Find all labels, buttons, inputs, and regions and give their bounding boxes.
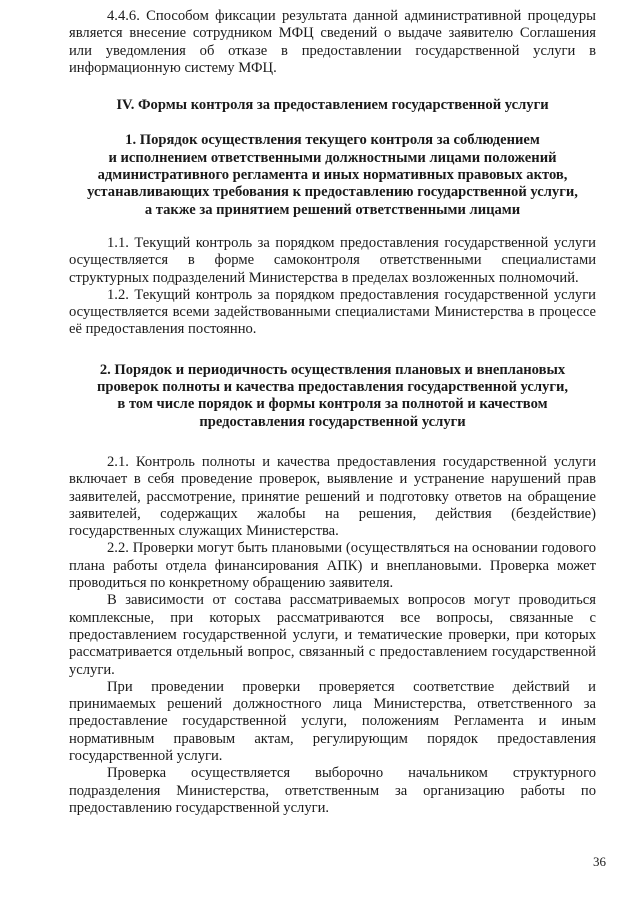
paragraph-check-types: В зависимости от состава рассматриваемых вопросов могут проводиться комплексные, при которых рассматриваются все вопросы, связанные с предоставлением государственной услуги, и тематические проверки, при которых рассматривается отдельный вопрос, связанный с предоставлением государственной услуги. [69, 592, 596, 678]
subsection-1-heading-line: административного регламента и иных нормативных правовых актов, [97, 167, 568, 184]
page-number: 36 [593, 854, 606, 869]
intro-paragraph: 4.4.6. Способом фиксации результата данной административной процедуры является внесение сотрудником МФЦ сведений о выдаче заявителю Соглашения или уведомления об отказе в предоставлении государственной услуги в информационную систему МФЦ. [69, 8, 596, 76]
paragraph-check-scope: При проведении проверки проверяется соответствие действий и принимаемых решений должностного лица Министерства, ответственного за предоставление государственной услуги, положениям Регламента и иным нормативным правовым актам, регулирующим порядок предоставления государственной услуги. [69, 678, 596, 764]
subsection-2-heading-line: 2. Порядок и периодичность осуществления плановых и внеплановых [99, 361, 566, 378]
paragraph-2-1: 2.1. Контроль полноты и качества предоставления государственной услуги включает в себя проведение проверок, выявление и устранение нарушений прав заявителей, рассмотрение, принятие решений и подготовку ответов на обращение заявителей, содержащих жалобы на решения, действия (бездействие) государственных служащих Министерства. [69, 453, 596, 540]
subsection-1-heading-line: а также за принятием решений ответственными лицами [144, 201, 521, 218]
paragraph-check-performer: Проверка осуществляется выборочно начальником структурного подразделения Министерства, ответственным за организацию работы по предоставлению государственной услуги. [69, 765, 596, 816]
paragraph-1-1: 1.1. Текущий контроль за порядком предоставления государственной услуги осуществляется в форме самоконтроля ответственными специалистами структурных подразделений Министерства в пределах возложенных полномочий. [69, 234, 596, 286]
subsection-1-heading-line: устанавливающих требования к предоставлению государственной услуги, [87, 184, 578, 201]
subsection-2-heading-line: в том числе порядок и формы контроля за полнотой и качеством [117, 396, 548, 413]
subsection-1-heading [69, 132, 596, 218]
subsection-2-heading-line: предоставления государственной услуги [199, 413, 466, 430]
paragraph-2-2: 2.2. Проверки могут быть плановыми (осуществляться на основании годового плана работы отдела финансирования АПК) и внеплановыми. Проверка может проводиться по конкретному обращению заявителя. [69, 540, 596, 592]
subsection-2-heading-line: проверок полноты и качества предоставления государственной услуги, [96, 379, 569, 396]
paragraph-1-2: 1.2. Текущий контроль за порядком предоставления государственной услуги осуществляется всеми задействованными специалистами Министерства в процессе её предоставления постоянно. [69, 286, 596, 338]
document-page [69, 8, 596, 817]
subsection-1-heading-line: 1. Порядок осуществления текущего контроля за соблюдением [125, 132, 540, 149]
subsection-2-heading [69, 362, 596, 431]
subsection-1-heading-line: и исполнением ответственными должностными лицами положений [108, 149, 557, 166]
section-heading: IV. Формы контроля за предоставлением государственной услуги [116, 97, 549, 114]
